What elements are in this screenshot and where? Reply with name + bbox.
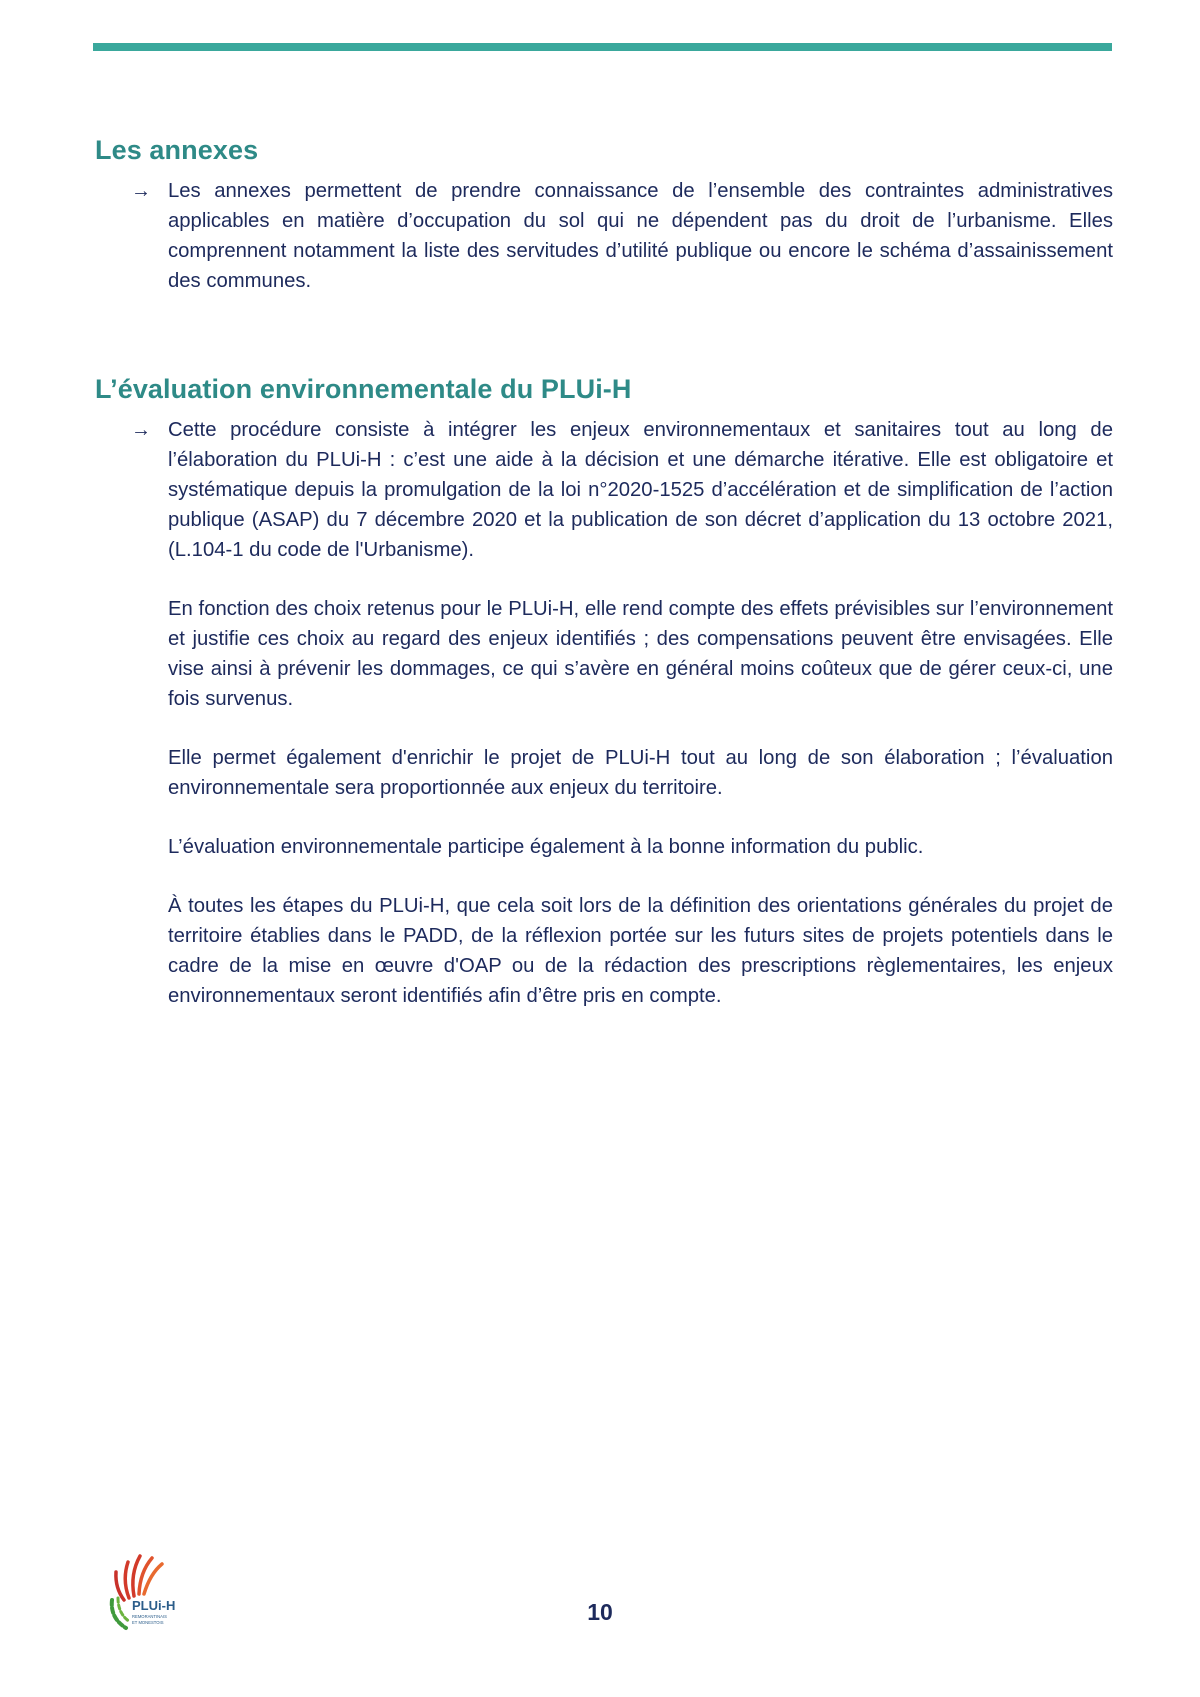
- header-rule: [93, 43, 1112, 51]
- paragraph: Les annexes permettent de prendre connaissance de l’ensemble des contraintes administratives applicables en matière d’occupation du sol qui ne dépendent pas du droit de l’urbanisme. Elles comprennent notamment la liste des servitudes d’utilité publique ou encore le schéma d’assainissement des communes.: [168, 180, 1113, 292]
- bullet-item: [95, 415, 1113, 1011]
- paragraph: En fonction des choix retenus pour le PLUi-H, elle rend compte des effets prévisibles sur l’environnement et justifie ces choix au regard des enjeux identifiés ; des compensations peuvent être envisagées. Elle vise ainsi à prévenir les dommages, ce qui s’avère en général moins coûteux que de gérer ceux-ci, une fois survenus.: [168, 598, 1113, 710]
- section-evaluation-environnementale: [95, 374, 1113, 1011]
- section-annexes: [95, 135, 1113, 296]
- page-number: 10: [587, 1599, 613, 1625]
- section-title: Les annexes: [95, 135, 259, 165]
- bullet-item: [95, 176, 1113, 296]
- logo-subtext: ET MONESTOIS: [132, 1620, 164, 1625]
- logo-subtext: REMORANTINAIS: [132, 1614, 167, 1619]
- paragraph: Elle permet également d'enrichir le projet de PLUi-H tout au long de son élaboration ; l’évaluation environnementale sera proportionnée aux enjeux du territoire.: [168, 747, 1113, 799]
- section-title: L’évaluation environnementale du PLUi-H: [95, 374, 632, 404]
- arrow-icon: →: [131, 419, 151, 441]
- paragraph: Cette procédure consiste à intégrer les enjeux environnementaux et sanitaires tout au long de l’élaboration du PLUi-H : c’est une aide à la décision et une démarche itérative. Elle est obligatoire et systématique depuis la promulgation de la loi n°2020-1525 d’accélération et de simplification de l’action publique (ASAP) du 7 décembre 2020 et la publication de son décret d’application du 13 octobre 2021, (L.104-1 du code de l'Urbanisme).: [168, 419, 1113, 561]
- plui-h-logo: [100, 1540, 200, 1640]
- paragraph: L’évaluation environnementale participe également à la bonne information du public.: [168, 836, 924, 858]
- logo-text: PLUi-H: [132, 1598, 176, 1613]
- paragraph: À toutes les étapes du PLUi-H, que cela soit lors de la définition des orientations générales du projet de territoire établies dans le PADD, de la réflexion portée sur les futurs sites de projets potentiels dans le cadre de la mise en œuvre d'OAP ou de la rédaction des prescriptions règlementaires, les enjeux environnementaux seront identifiés afin d’être pris en compte.: [168, 895, 1113, 1007]
- arrow-icon: →: [131, 180, 151, 202]
